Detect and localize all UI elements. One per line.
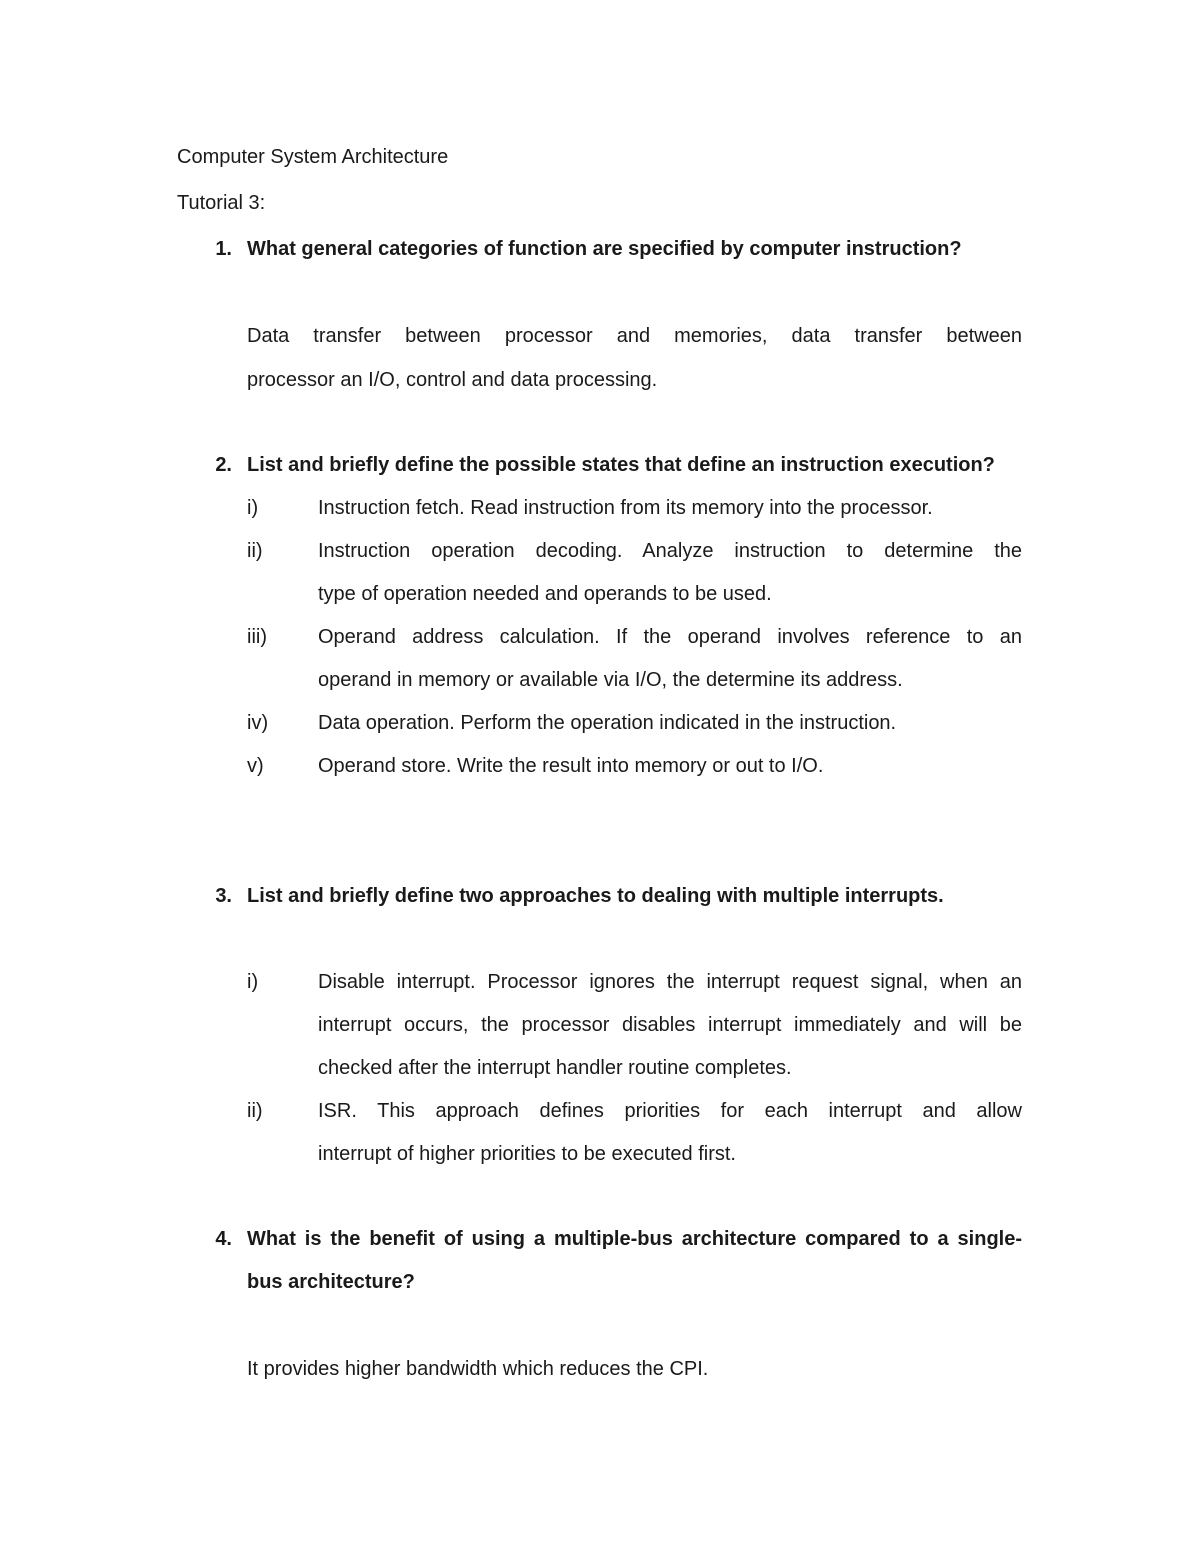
list-item-number: ii)	[247, 1100, 263, 1122]
list-item-text: Instruction operation decoding. Analyze instruction to determine the	[318, 540, 1022, 562]
list-item-number: v)	[247, 755, 264, 777]
question-number: 3.	[215, 885, 232, 907]
answer-line: Data transfer between processor and memories, data transfer between	[247, 325, 1022, 347]
list-item-number: iii)	[247, 626, 267, 648]
list-item-text: interrupt occurs, the processor disables interrupt immediately and will be	[318, 1014, 1022, 1036]
question-text: List and briefly define two approaches to dealing with multiple interrupts.	[247, 885, 944, 907]
list-item-text: Operand address calculation. If the operand involves reference to an	[318, 626, 1022, 648]
list-item-text: Data operation. Perform the operation indicated in the instruction.	[318, 712, 897, 734]
question-text: What is the benefit of using a multiple-bus architecture compared to a single-	[247, 1228, 1022, 1250]
question-text: What general categories of function are specified by computer instruction?	[247, 238, 962, 260]
list-item-text: interrupt of higher priorities to be executed first.	[318, 1143, 736, 1165]
list-item-text: Disable interrupt. Processor ignores the interrupt request signal, when an	[318, 971, 1022, 993]
list-item-number: iv)	[247, 712, 269, 734]
question-number: 1.	[215, 238, 232, 260]
list-item-text: type of operation needed and operands to be used.	[318, 583, 772, 605]
list-item-text: Operand store. Write the result into memory or out to I/O.	[318, 755, 824, 777]
list-item-text: operand in memory or available via I/O, the determine its address.	[318, 669, 903, 691]
answer-line: processor an I/O, control and data processing.	[247, 369, 658, 391]
document-subtitle: Tutorial 3:	[177, 192, 266, 214]
list-item-number: ii)	[247, 540, 263, 562]
list-item-text: Instruction fetch. Read instruction from its memory into the processor.	[318, 497, 933, 519]
answer-line: It provides higher bandwidth which reduces the CPI.	[247, 1358, 709, 1380]
question-text: bus architecture?	[247, 1271, 415, 1293]
document-title: Computer System Architecture	[177, 146, 449, 168]
list-item-text: ISR. This approach defines priorities for each interrupt and allow	[318, 1100, 1022, 1122]
list-item-number: i)	[247, 497, 259, 519]
question-number: 4.	[215, 1228, 232, 1250]
question-number: 2.	[215, 454, 232, 476]
list-item-text: checked after the interrupt handler routine completes.	[318, 1057, 792, 1079]
question-text: List and briefly define the possible states that define an instruction execution?	[247, 454, 995, 476]
list-item-number: i)	[247, 971, 259, 993]
